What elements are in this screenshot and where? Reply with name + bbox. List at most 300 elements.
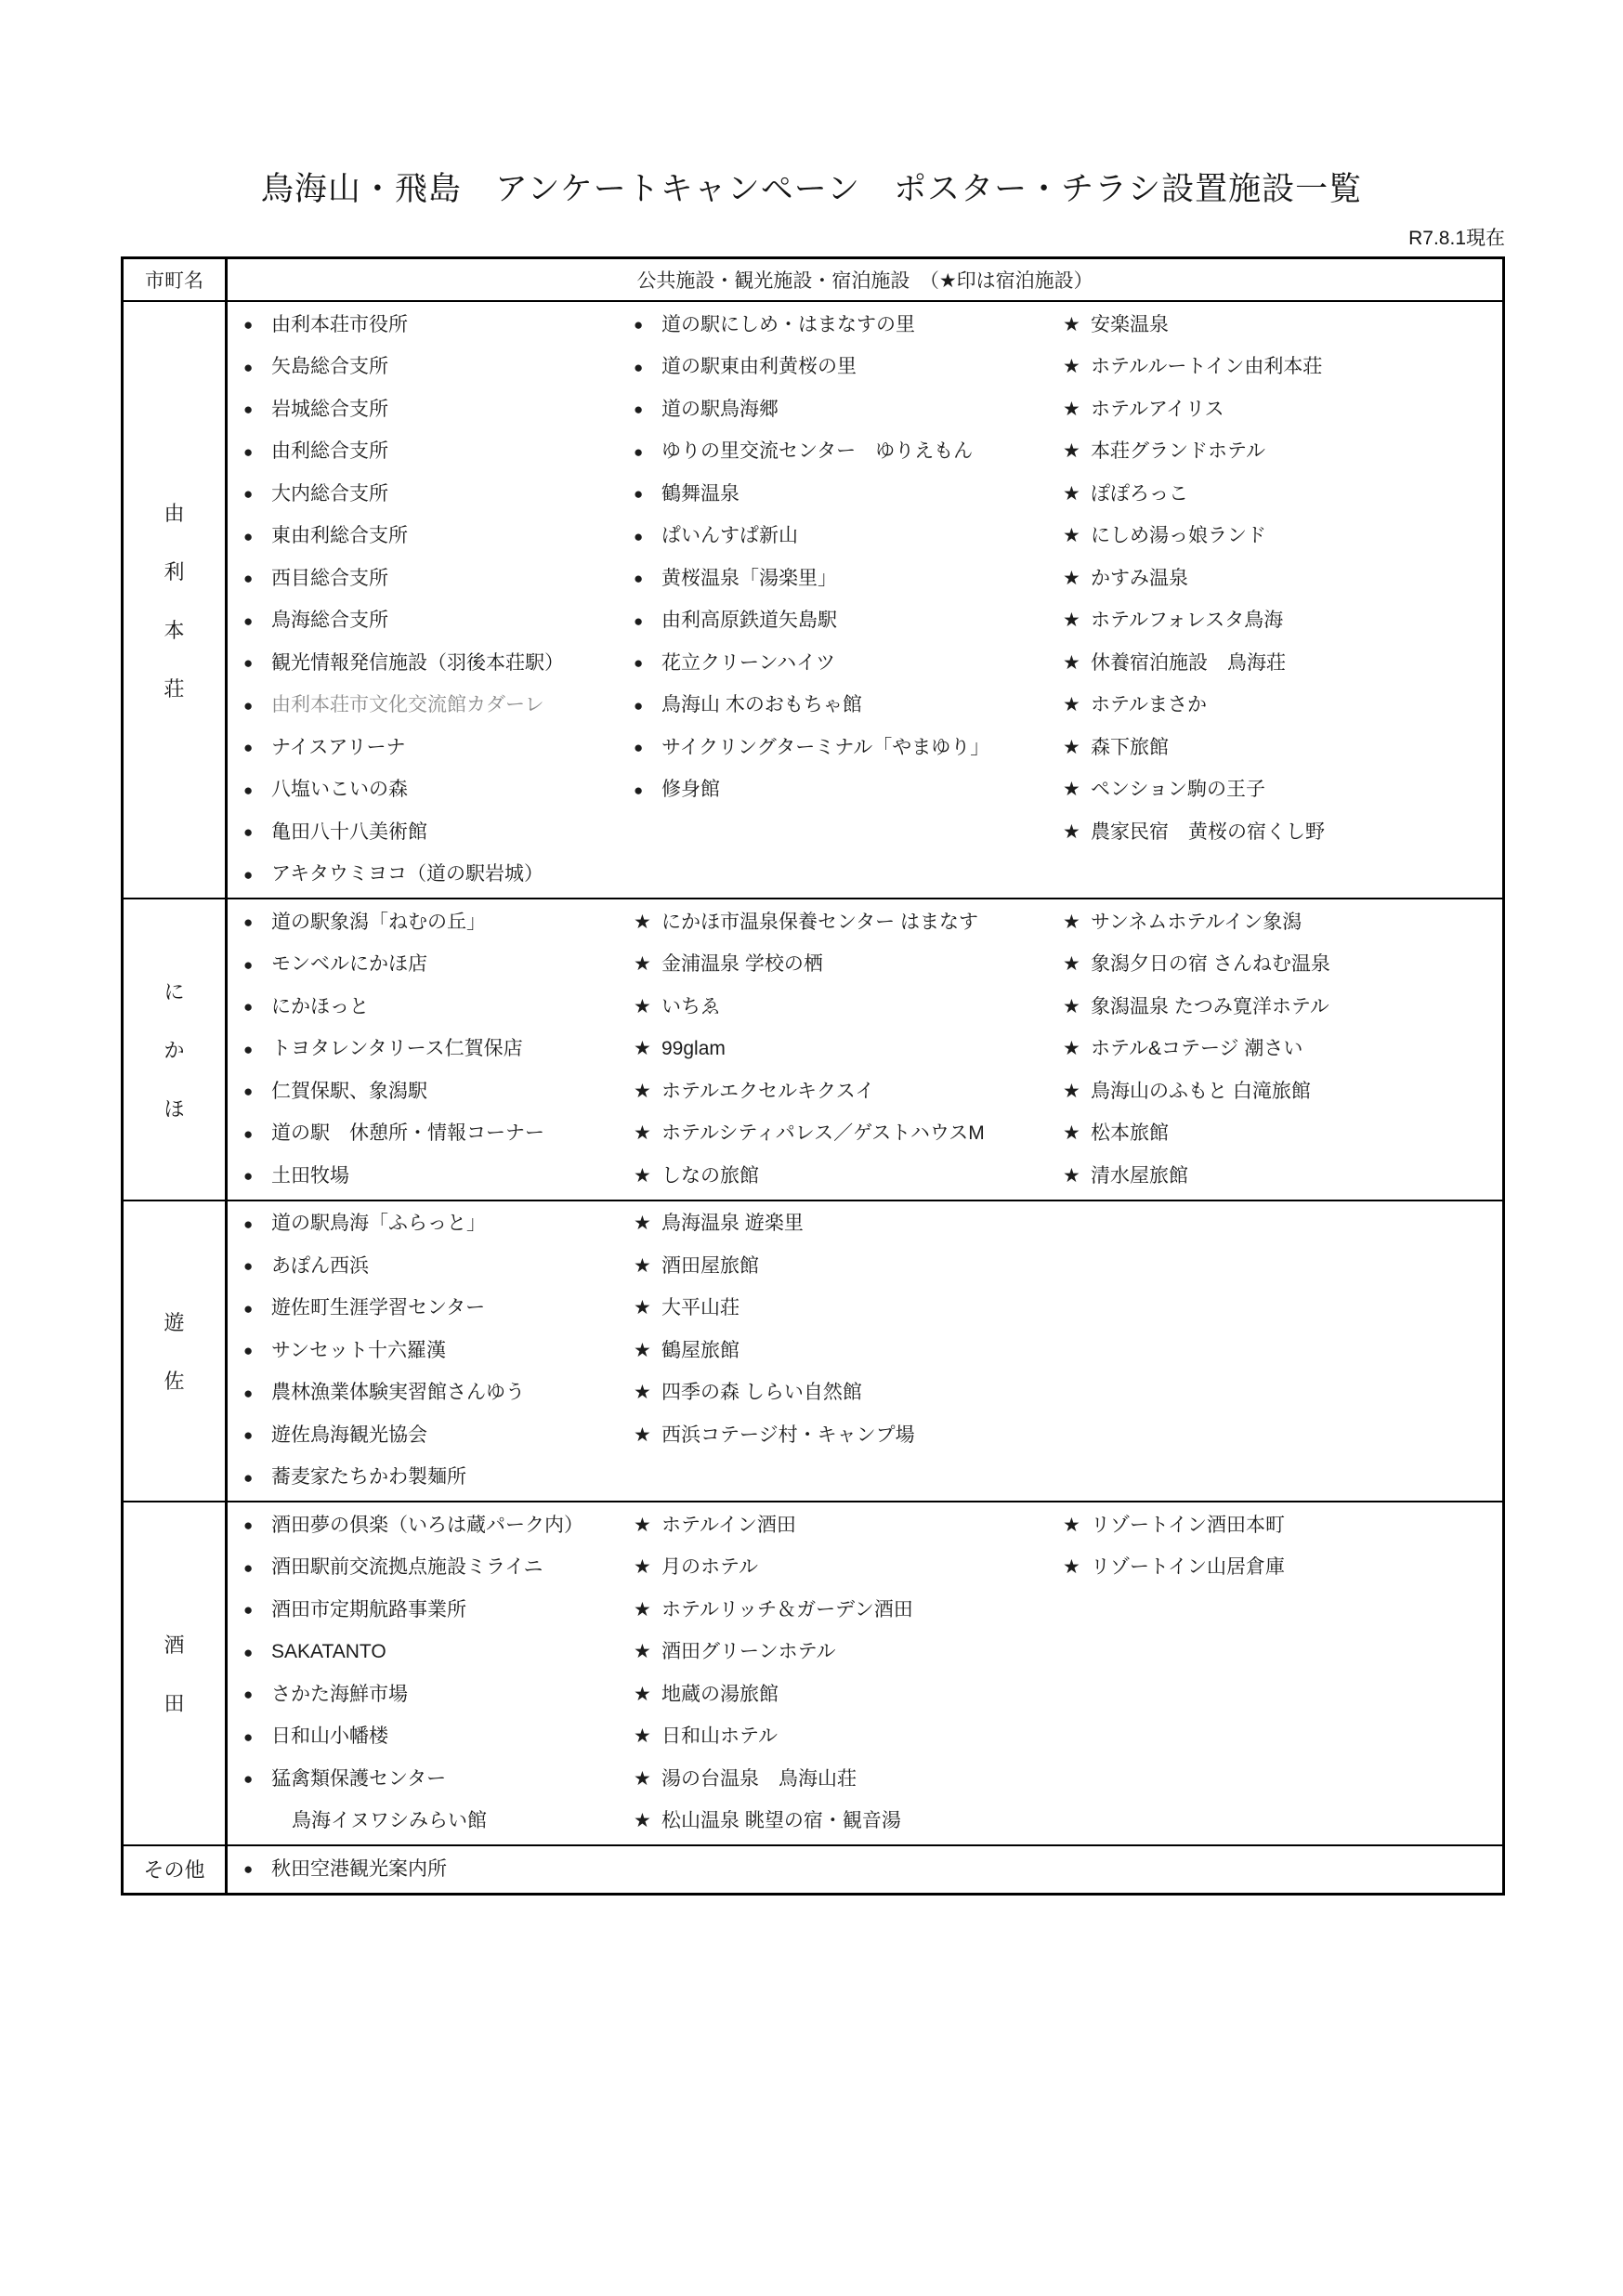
facility-name: 農家民宿 黄桜の宿くし野 bbox=[1091, 820, 1325, 843]
facility-name: 99glam bbox=[661, 1038, 726, 1060]
facility-item bbox=[618, 769, 1047, 812]
dot-icon: ● bbox=[634, 316, 644, 335]
facility-item bbox=[618, 1245, 1047, 1288]
facility-name: 土田牧場 bbox=[271, 1164, 349, 1187]
facility-name: 大平山荘 bbox=[661, 1297, 740, 1319]
dot-icon: ● bbox=[243, 1342, 254, 1360]
facility-item bbox=[228, 388, 618, 431]
facility-item bbox=[618, 558, 1047, 600]
facility-item bbox=[228, 642, 618, 685]
facility-item bbox=[1047, 516, 1502, 558]
dot-icon: ● bbox=[634, 400, 644, 419]
facility-item bbox=[618, 901, 1047, 944]
facility-item bbox=[228, 727, 618, 769]
facility-item bbox=[618, 1716, 1047, 1759]
dot-icon: ● bbox=[243, 781, 254, 799]
facility-item bbox=[1047, 944, 1502, 987]
municipality-label-char: 遊 bbox=[164, 1310, 185, 1334]
facility-item bbox=[1047, 388, 1502, 431]
star-icon: ★ bbox=[1063, 911, 1080, 933]
star-icon: ★ bbox=[634, 1038, 651, 1060]
dot-icon: ● bbox=[634, 611, 644, 630]
facility-item bbox=[228, 516, 618, 558]
facility-name: 岩城総合支所 bbox=[271, 398, 388, 420]
facility-name: 遊佐町生涯学習センター bbox=[271, 1297, 486, 1319]
facility-item bbox=[228, 854, 618, 897]
facility-item bbox=[228, 1288, 618, 1331]
dot-icon: ● bbox=[243, 1860, 254, 1879]
date-note: R7.8.1現在 bbox=[1408, 228, 1505, 249]
header-facilities: 公共施設・観光施設・宿泊施設 （★印は宿泊施設） bbox=[636, 270, 1093, 292]
municipality-label-char: 本 bbox=[164, 618, 185, 642]
facility-item bbox=[1047, 685, 1502, 728]
facility-name: 酒田市定期航路事業所 bbox=[271, 1598, 466, 1620]
facility-name: 遊佐鳥海観光協会 bbox=[271, 1424, 427, 1446]
dot-icon: ● bbox=[243, 739, 254, 757]
star-icon: ★ bbox=[1063, 482, 1080, 505]
facility-name: リゾートイン山居倉庫 bbox=[1091, 1556, 1285, 1579]
facility-name: 鳥海総合支所 bbox=[271, 610, 388, 632]
facility-item bbox=[228, 1547, 618, 1590]
facility-name: 安楽温泉 bbox=[1091, 313, 1169, 335]
facility-name: 月のホテル bbox=[661, 1556, 758, 1579]
facility-name: 鳥海イヌワシみらい館 bbox=[292, 1810, 487, 1832]
facility-name: 松本旅館 bbox=[1091, 1122, 1169, 1145]
star-icon: ★ bbox=[634, 1641, 651, 1663]
facility-item bbox=[228, 1673, 618, 1716]
facility-name: 金浦温泉 学校の栖 bbox=[661, 953, 823, 976]
facility-name: あぽん西浜 bbox=[271, 1254, 369, 1277]
facility-name: 酒田駅前交流拠点施設ミライニ bbox=[271, 1556, 543, 1579]
dot-icon: ● bbox=[243, 1516, 254, 1535]
facility-name: アキタウミヨコ（道の駅岩城） bbox=[271, 863, 543, 886]
facility-name: いちゑ bbox=[661, 995, 720, 1017]
facility-name: 酒田屋旅館 bbox=[661, 1254, 759, 1277]
facility-column bbox=[1047, 901, 1502, 1198]
star-icon: ★ bbox=[634, 1122, 651, 1145]
facility-item bbox=[618, 944, 1047, 987]
facility-item bbox=[618, 1632, 1047, 1674]
facility-item bbox=[618, 1504, 1047, 1547]
facility-item bbox=[228, 1716, 618, 1759]
facility-name: トヨタレンタリース仁賀保店 bbox=[271, 1038, 523, 1060]
facility-item bbox=[228, 685, 618, 728]
facility-item bbox=[228, 1801, 618, 1843]
facility-name: 森下旅館 bbox=[1091, 736, 1169, 758]
facility-item bbox=[618, 685, 1047, 728]
municipality-label-char: 佐 bbox=[164, 1369, 185, 1393]
facility-name: 観光情報発信施設（羽後本荘駅） bbox=[271, 651, 564, 674]
facility-item bbox=[228, 1372, 618, 1415]
facility-name: 地蔵の湯旅館 bbox=[661, 1683, 779, 1705]
facility-item bbox=[228, 1758, 618, 1801]
section-content bbox=[228, 302, 1502, 898]
star-icon: ★ bbox=[1063, 313, 1080, 335]
facility-item bbox=[1047, 727, 1502, 769]
facility-name: ペンション駒の王子 bbox=[1091, 779, 1266, 801]
facility-item bbox=[1047, 600, 1502, 643]
facility-item bbox=[618, 1414, 1047, 1457]
facility-name: 黄桜温泉「湯楽里」 bbox=[661, 567, 837, 589]
facility-item bbox=[618, 1801, 1047, 1843]
facility-name: 松山温泉 眺望の宿・観音湯 bbox=[661, 1810, 901, 1832]
facility-item bbox=[618, 1113, 1047, 1156]
facility-name: ぱいんすぱ新山 bbox=[661, 525, 798, 547]
section-row bbox=[124, 1844, 1502, 1893]
dot-icon: ● bbox=[243, 611, 254, 630]
star-icon: ★ bbox=[1063, 995, 1080, 1017]
municipality-label-char: に bbox=[164, 979, 185, 1004]
facility-item bbox=[228, 1155, 618, 1198]
facility-name: にかほ市温泉保養センター はまなす bbox=[661, 911, 978, 933]
facility-item bbox=[228, 347, 618, 389]
star-icon: ★ bbox=[1063, 651, 1080, 674]
facility-name: ゆりの里交流センター ゆりえもん bbox=[661, 440, 974, 463]
facility-item bbox=[1047, 811, 1502, 854]
facility-item bbox=[1047, 473, 1502, 516]
facility-name: ホテルリッチ＆ガーデン酒田 bbox=[661, 1598, 913, 1620]
municipality-label bbox=[124, 1846, 228, 1893]
dot-icon: ● bbox=[243, 1686, 254, 1704]
facility-name: 由利総合支所 bbox=[271, 440, 388, 463]
facility-name: 道の駅象潟「ねむの丘」 bbox=[271, 911, 486, 933]
facility-name: 鶴屋旅館 bbox=[661, 1339, 740, 1361]
section-content bbox=[228, 1502, 1502, 1844]
facility-item bbox=[1047, 558, 1502, 600]
star-icon: ★ bbox=[1063, 610, 1080, 632]
facility-name: 湯の台温泉 鳥海山荘 bbox=[661, 1767, 857, 1790]
facility-item bbox=[1047, 901, 1502, 944]
facility-item bbox=[228, 473, 618, 516]
facility-name: 鳥海山 木のおもちゃ館 bbox=[661, 694, 862, 716]
facility-item bbox=[228, 1848, 618, 1891]
facility-name: 日和山ホテル bbox=[661, 1725, 778, 1748]
star-icon: ★ bbox=[1063, 820, 1080, 843]
facility-item bbox=[228, 1113, 618, 1156]
facility-item bbox=[228, 901, 618, 944]
star-icon: ★ bbox=[1063, 1556, 1080, 1579]
star-icon: ★ bbox=[634, 1339, 651, 1361]
dot-icon: ● bbox=[243, 1468, 254, 1487]
page-title: 鳥海山・飛島 アンケートキャンペーン ポスター・チラシ設置施設一覧 bbox=[260, 171, 1363, 207]
facility-item bbox=[618, 1758, 1047, 1801]
municipality-label bbox=[124, 1201, 228, 1502]
facility-name: ナイスアリーナ bbox=[271, 736, 406, 758]
facility-name: ホテルエクセルキクスイ bbox=[661, 1080, 875, 1102]
facility-item bbox=[1047, 1070, 1502, 1113]
municipality-label-char: か bbox=[164, 1038, 185, 1062]
facility-item bbox=[618, 986, 1047, 1029]
table-header-row bbox=[124, 259, 1502, 300]
star-icon: ★ bbox=[1063, 779, 1080, 801]
facility-name: にしめ湯っ娘ランド bbox=[1091, 525, 1266, 547]
section-content bbox=[228, 1846, 1502, 1893]
facility-column bbox=[228, 304, 618, 896]
facility-item bbox=[1047, 304, 1502, 347]
facility-item bbox=[1047, 431, 1502, 474]
facility-name: 道の駅 休憩所・情報コーナー bbox=[271, 1122, 544, 1145]
dot-icon: ● bbox=[634, 485, 644, 504]
star-icon: ★ bbox=[634, 995, 651, 1017]
municipality-label-char: 利 bbox=[164, 559, 185, 584]
dot-icon: ● bbox=[634, 570, 644, 588]
facility-column bbox=[1047, 1848, 1502, 1891]
star-icon: ★ bbox=[1063, 1164, 1080, 1187]
facility-item bbox=[228, 1070, 618, 1113]
star-icon: ★ bbox=[634, 1556, 651, 1579]
facility-name: 由利本荘市役所 bbox=[271, 313, 408, 335]
dot-icon: ● bbox=[243, 442, 254, 461]
section-row bbox=[124, 1200, 1502, 1502]
star-icon: ★ bbox=[634, 1164, 651, 1187]
section-content bbox=[228, 1201, 1502, 1502]
facility-name: 日和山小幡楼 bbox=[271, 1725, 388, 1748]
facility-name: 鳥海温泉 遊楽里 bbox=[661, 1213, 804, 1235]
facility-column bbox=[228, 1848, 618, 1891]
dot-icon: ● bbox=[243, 1601, 254, 1620]
facility-column bbox=[228, 901, 618, 1198]
facility-item bbox=[228, 1414, 618, 1457]
dot-icon: ● bbox=[243, 358, 254, 376]
facility-column bbox=[1047, 1504, 1502, 1843]
facility-name: 修身館 bbox=[661, 779, 720, 801]
dot-icon: ● bbox=[634, 358, 644, 376]
facility-name: 鶴舞温泉 bbox=[661, 482, 740, 505]
facility-name: 清水屋旅館 bbox=[1091, 1164, 1188, 1187]
facility-name: 秋田空港観光案内所 bbox=[271, 1857, 447, 1880]
star-icon: ★ bbox=[634, 1213, 651, 1235]
facility-column bbox=[618, 304, 1047, 896]
facility-name: 大内総合支所 bbox=[271, 482, 388, 505]
facility-item bbox=[1047, 1113, 1502, 1156]
facility-item bbox=[228, 1330, 618, 1372]
facility-name: 酒田グリーンホテル bbox=[661, 1641, 836, 1663]
star-icon: ★ bbox=[634, 1725, 651, 1748]
municipality-label-char: 田 bbox=[164, 1692, 185, 1715]
dot-icon: ● bbox=[243, 1040, 254, 1058]
facility-name: ホテルシティパレス／ゲストハウスM bbox=[661, 1122, 985, 1145]
facility-table bbox=[121, 256, 1505, 1896]
facility-item bbox=[228, 944, 618, 987]
facility-name: サンネムホテルイン象潟 bbox=[1091, 911, 1302, 933]
municipality-label-char: ほ bbox=[164, 1096, 185, 1121]
facility-item bbox=[228, 1203, 618, 1246]
facility-item bbox=[618, 304, 1047, 347]
facility-name: ぽぽろっこ bbox=[1091, 482, 1188, 505]
facility-name: 道の駅にしめ・はまなすの里 bbox=[661, 313, 915, 335]
facility-item bbox=[1047, 769, 1502, 812]
municipality-label-char: その他 bbox=[143, 1858, 205, 1883]
dot-icon: ● bbox=[243, 1727, 254, 1746]
dot-icon: ● bbox=[243, 485, 254, 504]
dot-icon: ● bbox=[243, 1124, 254, 1143]
facility-item bbox=[618, 1029, 1047, 1071]
facility-item bbox=[1047, 1547, 1502, 1590]
star-icon: ★ bbox=[1063, 1514, 1080, 1536]
facility-item bbox=[228, 304, 618, 347]
facility-name: にかほっと bbox=[271, 995, 369, 1017]
dot-icon: ● bbox=[243, 1214, 254, 1233]
facility-name: サイクリングターミナル「やまゆり」 bbox=[661, 736, 990, 758]
facility-column bbox=[618, 1504, 1047, 1843]
dot-icon: ● bbox=[634, 527, 644, 545]
facility-name: 酒田夢の倶楽（いろは蔵パーク内） bbox=[271, 1514, 583, 1536]
dot-icon: ● bbox=[243, 998, 254, 1017]
facility-name: モンベルにかほ店 bbox=[271, 953, 427, 976]
facility-name: 西目総合支所 bbox=[271, 567, 388, 589]
facility-name: かすみ温泉 bbox=[1091, 567, 1188, 589]
dot-icon: ● bbox=[634, 739, 644, 757]
star-icon: ★ bbox=[1063, 567, 1080, 589]
facility-name: 本荘グランドホテル bbox=[1091, 440, 1265, 463]
star-icon: ★ bbox=[634, 1424, 651, 1446]
star-icon: ★ bbox=[1063, 440, 1080, 463]
dot-icon: ● bbox=[243, 955, 254, 974]
star-icon: ★ bbox=[634, 911, 651, 933]
dot-icon: ● bbox=[243, 823, 254, 842]
facility-name: 四季の森 しらい自然館 bbox=[661, 1382, 862, 1404]
facility-item bbox=[618, 1203, 1047, 1246]
facility-item bbox=[228, 1245, 618, 1288]
dot-icon: ● bbox=[243, 1770, 254, 1789]
facility-column bbox=[228, 1504, 618, 1843]
facility-item bbox=[228, 1589, 618, 1632]
facility-name: リゾートイン酒田本町 bbox=[1091, 1514, 1285, 1536]
facility-name: 道の駅東由利黄桜の里 bbox=[661, 356, 857, 378]
facility-item bbox=[618, 516, 1047, 558]
star-icon: ★ bbox=[634, 1297, 651, 1319]
municipality-label bbox=[124, 899, 228, 1200]
star-icon: ★ bbox=[634, 1810, 651, 1832]
dot-icon: ● bbox=[243, 1558, 254, 1577]
dot-icon: ● bbox=[243, 527, 254, 545]
facility-item bbox=[228, 1632, 618, 1674]
facility-name: ホテル&コテージ 潮さい bbox=[1091, 1038, 1303, 1060]
star-icon: ★ bbox=[1063, 1080, 1080, 1102]
facility-name: 道の駅鳥海郷 bbox=[661, 398, 779, 420]
star-icon: ★ bbox=[634, 1254, 651, 1277]
dot-icon: ● bbox=[634, 781, 644, 799]
facility-name: 矢島総合支所 bbox=[271, 356, 388, 378]
facility-name: SAKATANTO bbox=[271, 1641, 386, 1663]
facility-item bbox=[618, 473, 1047, 516]
facility-name: 西浜コテージ村・キャンプ場 bbox=[661, 1424, 915, 1446]
facility-item bbox=[618, 431, 1047, 474]
dot-icon: ● bbox=[243, 654, 254, 673]
facility-name: 休養宿泊施設 鳥海荘 bbox=[1091, 651, 1286, 674]
facility-name: 象潟夕日の宿 さんねむ温泉 bbox=[1091, 953, 1330, 976]
facility-name: 仁賀保駅、象潟駅 bbox=[271, 1080, 427, 1102]
star-icon: ★ bbox=[1063, 525, 1080, 547]
facility-column bbox=[228, 1203, 618, 1500]
facility-item bbox=[1047, 347, 1502, 389]
municipality-label-char: 由 bbox=[164, 501, 185, 525]
facility-item bbox=[618, 1155, 1047, 1198]
dot-icon: ● bbox=[243, 1643, 254, 1661]
facility-item bbox=[228, 986, 618, 1029]
header-municipality: 市町名 bbox=[124, 259, 228, 300]
facility-name: 由利高原鉄道矢島駅 bbox=[661, 610, 837, 632]
facility-column bbox=[1047, 1203, 1502, 1500]
facility-item bbox=[228, 600, 618, 643]
dot-icon: ● bbox=[243, 1167, 254, 1186]
municipality-label-char: 荘 bbox=[164, 676, 185, 701]
star-icon: ★ bbox=[634, 1514, 651, 1536]
star-icon: ★ bbox=[1063, 356, 1080, 378]
star-icon: ★ bbox=[634, 1598, 651, 1620]
facility-name: 猛禽類保護センター bbox=[271, 1767, 447, 1790]
facility-column bbox=[1047, 304, 1502, 896]
facility-name: 八塩いこいの森 bbox=[271, 779, 408, 801]
facility-item bbox=[1047, 986, 1502, 1029]
facility-item bbox=[618, 1288, 1047, 1331]
star-icon: ★ bbox=[1063, 694, 1080, 716]
star-icon: ★ bbox=[634, 1382, 651, 1404]
dot-icon: ● bbox=[634, 696, 644, 715]
facility-item bbox=[618, 1673, 1047, 1716]
dot-icon: ● bbox=[243, 1426, 254, 1445]
star-icon: ★ bbox=[1063, 1038, 1080, 1060]
facility-item bbox=[228, 558, 618, 600]
star-icon: ★ bbox=[1063, 1122, 1080, 1145]
facility-item bbox=[618, 1589, 1047, 1632]
facility-item bbox=[228, 1457, 618, 1500]
facility-name: 農林漁業体験実習館さんゆう bbox=[271, 1382, 525, 1404]
star-icon: ★ bbox=[634, 1767, 651, 1790]
facility-item bbox=[618, 347, 1047, 389]
table-sections bbox=[124, 300, 1502, 1893]
facility-name: さかた海鮮市場 bbox=[271, 1683, 408, 1705]
facility-column bbox=[618, 1203, 1047, 1500]
facility-item bbox=[618, 727, 1047, 769]
facility-item bbox=[1047, 1504, 1502, 1547]
facility-name: サンセット十六羅漢 bbox=[271, 1339, 446, 1361]
star-icon: ★ bbox=[1063, 953, 1080, 976]
facility-name: ホテルイン酒田 bbox=[661, 1514, 796, 1536]
star-icon: ★ bbox=[634, 1080, 651, 1102]
section-content bbox=[228, 899, 1502, 1200]
dot-icon: ● bbox=[243, 913, 254, 932]
facility-item bbox=[228, 1504, 618, 1547]
facility-column bbox=[618, 901, 1047, 1198]
facility-item bbox=[618, 1330, 1047, 1372]
facility-item bbox=[228, 1029, 618, 1071]
facility-item bbox=[618, 642, 1047, 685]
star-icon: ★ bbox=[1063, 736, 1080, 758]
dot-icon: ● bbox=[243, 865, 254, 884]
facility-item bbox=[228, 769, 618, 812]
facility-name: しなの旅館 bbox=[661, 1164, 759, 1187]
section-row bbox=[124, 898, 1502, 1200]
dot-icon: ● bbox=[243, 570, 254, 588]
dot-icon: ● bbox=[243, 1082, 254, 1101]
star-icon: ★ bbox=[634, 953, 651, 976]
facility-name: 東由利総合支所 bbox=[271, 525, 408, 547]
star-icon: ★ bbox=[1063, 398, 1080, 420]
facility-name: ホテルフォレスタ鳥海 bbox=[1091, 610, 1284, 632]
dot-icon: ● bbox=[243, 316, 254, 335]
facility-name: 亀田八十八美術館 bbox=[271, 820, 427, 843]
star-icon: ★ bbox=[634, 1683, 651, 1705]
facility-item bbox=[618, 1547, 1047, 1590]
facility-item bbox=[618, 1070, 1047, 1113]
facility-column bbox=[618, 1848, 1047, 1891]
dot-icon: ● bbox=[634, 442, 644, 461]
facility-item bbox=[618, 388, 1047, 431]
dot-icon: ● bbox=[243, 1257, 254, 1276]
facility-name: 鳥海山のふもと 白滝旅館 bbox=[1091, 1080, 1311, 1102]
municipality-label bbox=[124, 1502, 228, 1844]
